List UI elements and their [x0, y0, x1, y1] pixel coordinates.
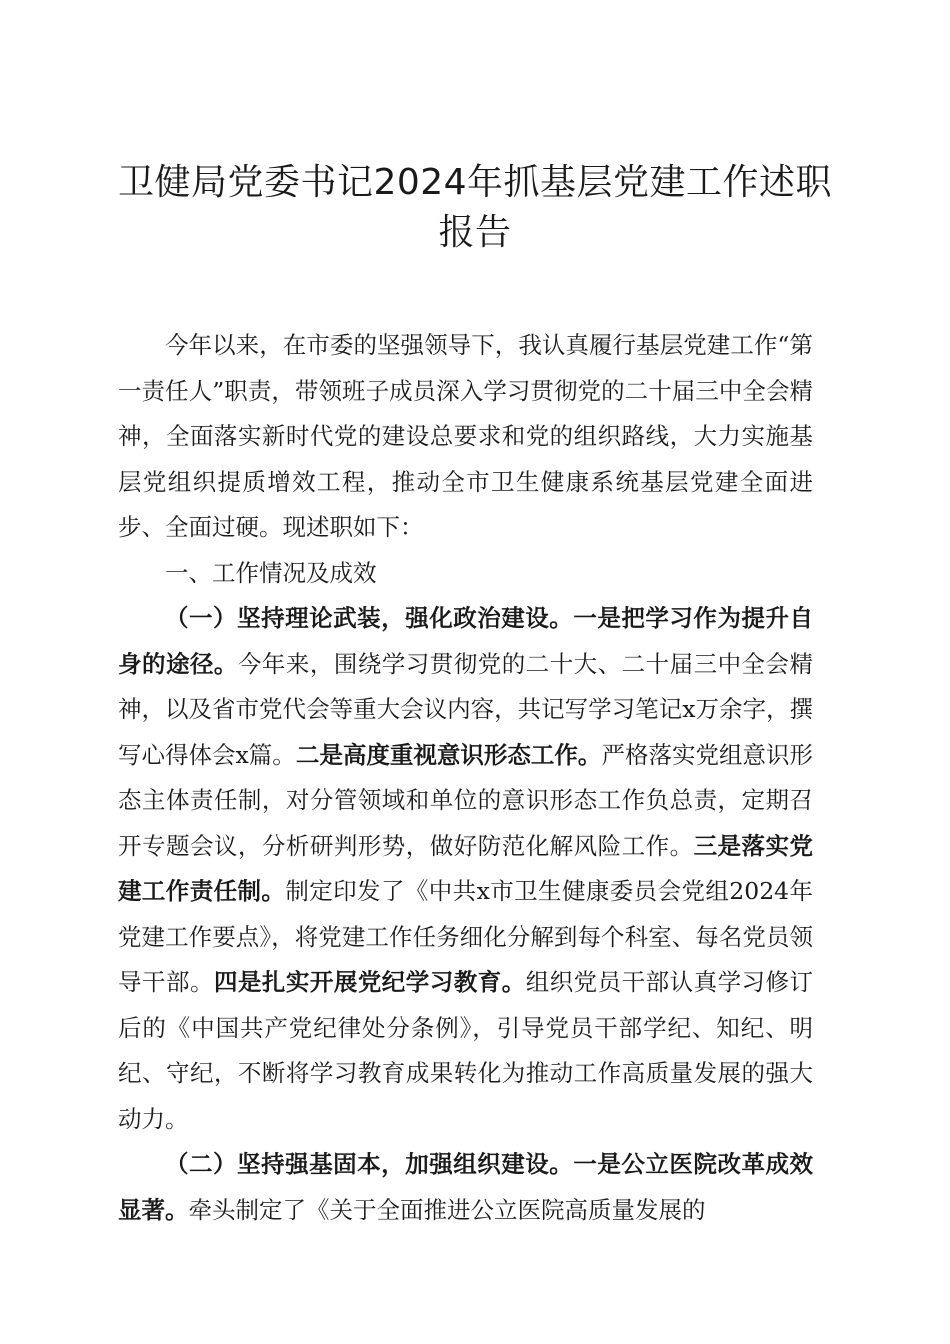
part-2-item-1-title: 一是公立医院改革成效显著。: [118, 1150, 814, 1224]
part-2-heading: （二）坚持强基固本，加强组织建设。: [165, 1150, 574, 1178]
part-1-item-2-title: 二是高度重视意识形态工作。: [295, 740, 602, 769]
part-1-item-3-title: 三是落实党建工作责任制。: [118, 831, 814, 905]
part-1-item-2-text: 严格落实党组意识形态主体责任制，对分管领域和单位的意识形态工作负总责，定期召开专题会议，分析研判形势，做好防范化解风险工作。: [118, 740, 814, 860]
part-2-item-1-text: 牵头制定了《关于全面推进公立医院高质量发展的: [188, 1195, 706, 1224]
document-body: [118, 323, 813, 1233]
part-1-item-1-text: 今年来，围绕学习贯彻党的二十大、二十届三中全会精神，以及省市党代会等重大会议内容，共记写学习笔记x万余字，撰写心得体会x篇。: [118, 649, 814, 769]
paragraph-part-1: [118, 596, 813, 1142]
part-1-item-4-title: 四是扎实开展党纪学习教育。: [213, 968, 526, 996]
part-1-item-3-text: 制定印发了《中共x市卫生健康委员会党组2024年党建工作要点》，将党建工作任务细化分解到每个科室、每名党员领导干部。: [118, 877, 814, 996]
section-heading: 一、工作情况及成效: [165, 558, 377, 587]
title-line-2: 报告: [438, 212, 512, 253]
title-line-1: 卫健局党委书记2024年抓基层党建工作述职: [117, 162, 833, 203]
part-1-item-4-text: 组织党员干部认真学习修订后的《中国共产党纪律处分条例》，引导党员干部学纪、知纪、明纪、守纪，不断将学习教育成果转化为推动工作高质量发展的强大动力。: [118, 968, 814, 1133]
paragraph-part-2: [118, 1142, 813, 1233]
part-1-item-1-title: 一是把学习作为提升自身的途径。: [118, 604, 814, 678]
document-title: [60, 158, 890, 258]
part-1-heading: （一）坚持理论武装，强化政治建设。: [165, 604, 574, 632]
intro-paragraph: 今年以来，在市委的坚强领导下，我认真履行基层党建工作“第一责任人”职责，带领班子成员深入学习贯彻党的二十届三中全会精神，全面落实新时代党的建设总要求和党的组织路线，大力实施基层党组织提质增效工程，推动全市卫生健康系统基层党建全面进步、全面过硬。现述职如下：: [118, 331, 813, 541]
